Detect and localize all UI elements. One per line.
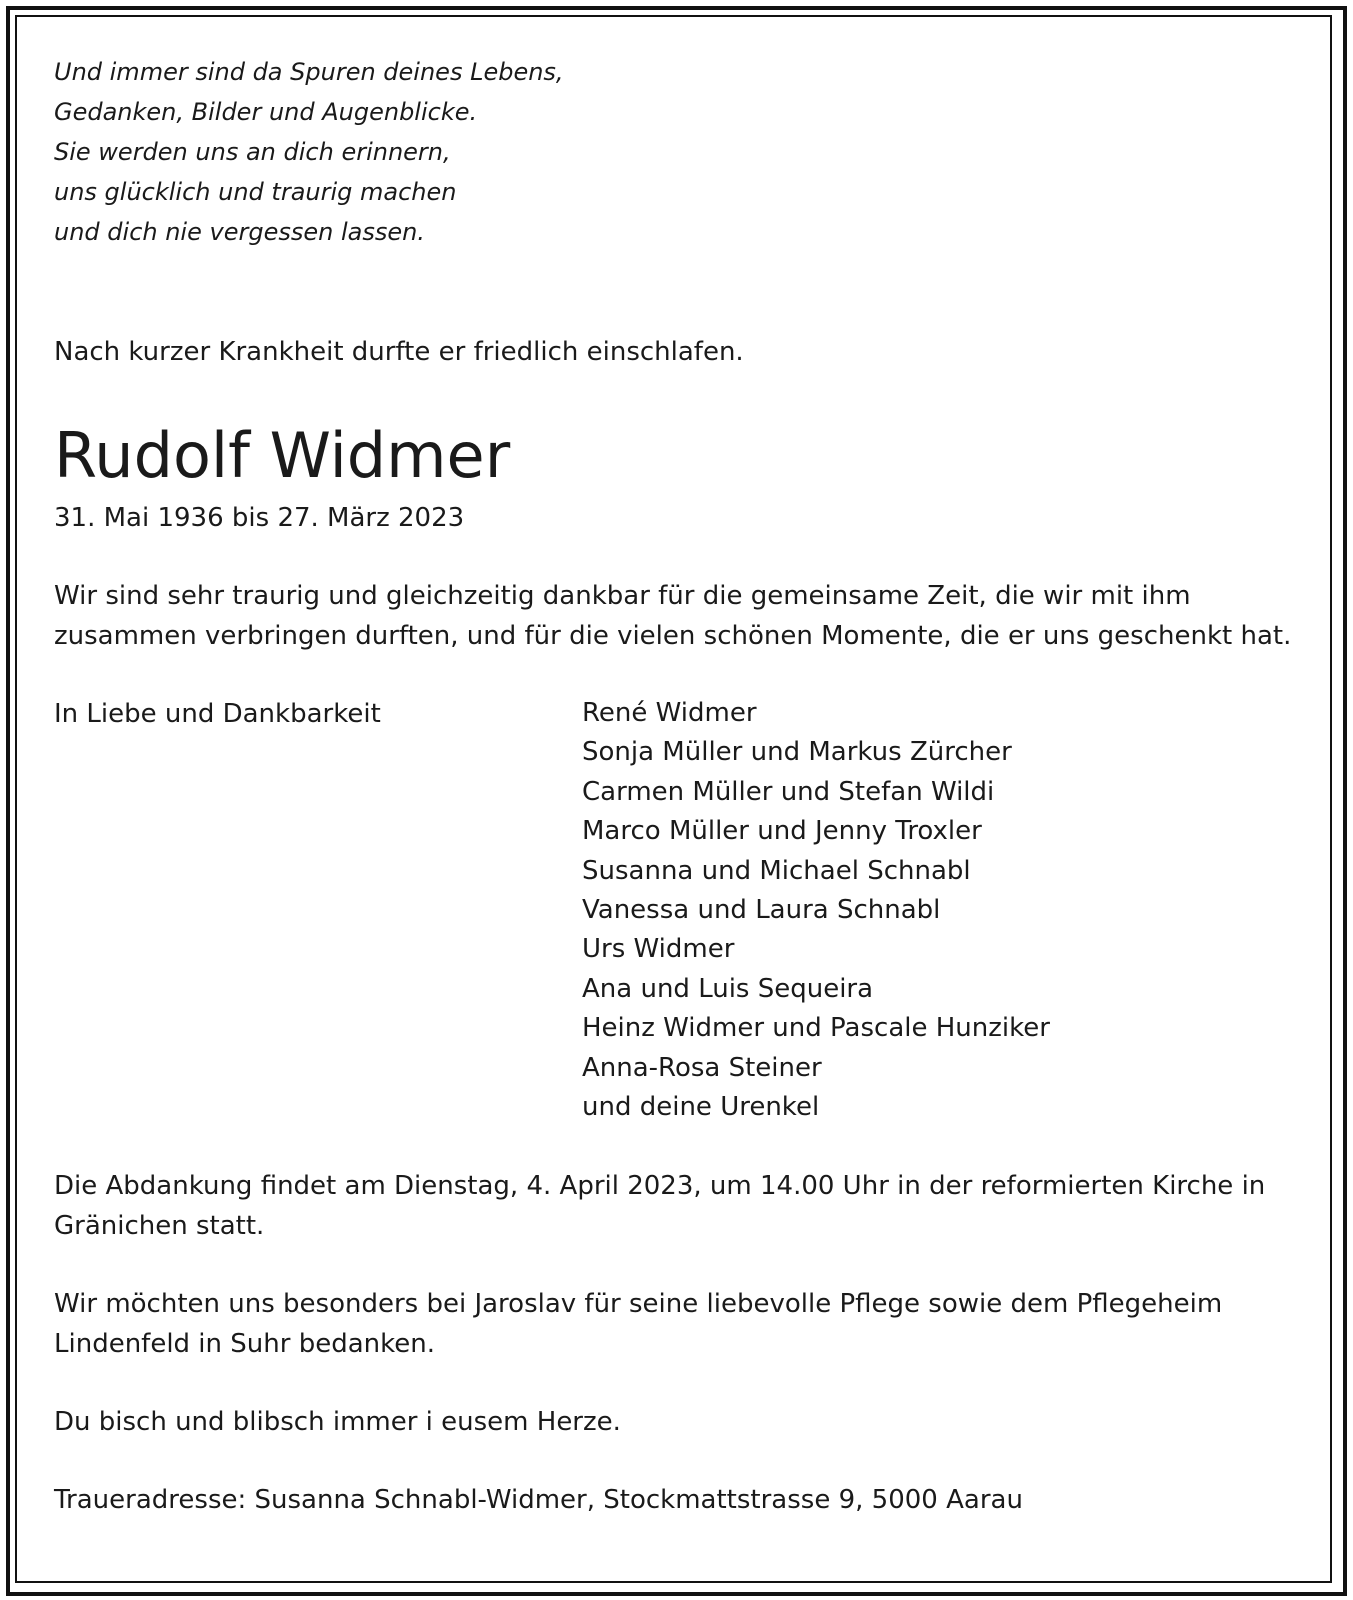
gratitude-line: zusammen verbringen durften, und für die vielen schönen Momente, die er uns geschenkt hat.	[54, 621, 1292, 651]
poem-line: Sie werden uns an dich erinnern,	[54, 138, 451, 166]
family-member: Heinz Widmer und Pascale Hunziker	[582, 1013, 1050, 1044]
mourning-address: Traueradresse: Susanna Schnabl-Widmer, Stockmattstrasse 9, 5000 Aarau	[54, 1485, 1023, 1515]
poem-line: uns glücklich und traurig machen	[54, 178, 457, 206]
family-member: Sonja Müller und Markus Zürcher	[582, 737, 1012, 768]
dialect-line: Du bisch und blibsch immer i eusem Herze.	[54, 1407, 621, 1437]
family-list	[582, 694, 1050, 1127]
family-member: René Widmer	[582, 698, 757, 728]
family-member: Marco Müller und Jenny Troxler	[582, 816, 982, 847]
obituary	[54, 52, 1314, 1515]
lead-text: Nach kurzer Krankheit durfte er friedlich einschlafen.	[54, 337, 744, 367]
family-member: Vanessa und Laura Schnabl	[582, 895, 941, 926]
family-member: Anna-Rosa Steiner	[582, 1052, 822, 1083]
gratitude-paragraph	[54, 576, 1314, 656]
poem-line: und dich nie vergessen lassen.	[54, 218, 425, 246]
family-member: Susanna und Michael Schnabl	[582, 855, 971, 886]
thanks-line: Wir möchten uns besonders bei Jaroslav für seine liebevolle Pflege sowie dem Pflegeheim	[54, 1289, 1223, 1319]
service-line: Die Abdankung findet am Dienstag, 4. April 2023, um 14.00 Uhr in der reformierten Kirche in	[54, 1171, 1266, 1201]
thanks-line: Lindenfeld in Suhr bedanken.	[54, 1329, 435, 1359]
thanks-paragraph	[54, 1284, 1314, 1364]
service-line: Gränichen statt.	[54, 1211, 265, 1241]
life-dates: 31. Mai 1936 bis 27. März 2023	[54, 503, 465, 533]
family-member: Carmen Müller und Stefan Wildi	[582, 776, 995, 807]
signature-label: In Liebe und Dankbarkeit	[54, 699, 381, 729]
family-member: und deine Urenkel	[582, 1092, 820, 1123]
poem-line: Gedanken, Bilder und Augenblicke.	[54, 98, 478, 126]
poem	[54, 52, 1314, 252]
deceased-name: Rudolf Widmer	[54, 419, 511, 492]
gratitude-line: Wir sind sehr traurig und gleichzeitig dankbar für die gemeinsame Zeit, die wir mit ihm	[54, 581, 1191, 611]
family-member: Urs Widmer	[582, 934, 735, 965]
service-paragraph	[54, 1166, 1314, 1246]
poem-line: Und immer sind da Spuren deines Lebens,	[54, 58, 564, 86]
family-member: Ana und Luis Sequeira	[582, 973, 874, 1004]
